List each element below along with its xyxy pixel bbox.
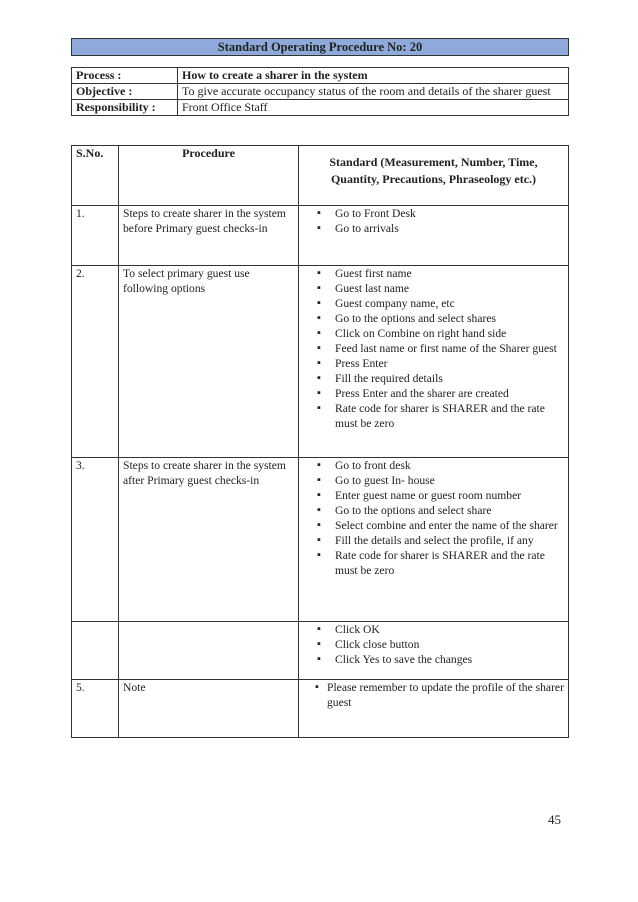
list-item: ▪ Guest first name — [303, 266, 564, 281]
list-item: ▪ Go to front desk — [303, 458, 564, 473]
sop-title-bar — [71, 38, 569, 56]
table-row — [72, 206, 569, 266]
sop-title: Standard Operating Procedure No: 20 — [217, 40, 423, 54]
standard-list — [303, 680, 564, 710]
row-sno — [72, 622, 119, 680]
list-item: ▪ Click close button — [303, 637, 564, 652]
header-sno: S.No. — [72, 146, 119, 206]
page-number: 45 — [548, 812, 561, 827]
list-item: ▪ Select combine and enter the name of the sharer — [303, 518, 564, 533]
list-item: ▪ Press Enter and the sharer are created — [303, 386, 564, 401]
list-item: ▪ Go to guest In- house — [303, 473, 564, 488]
list-item: ▪ Please remember to update the profile of the sharer guest — [303, 680, 564, 710]
list-item: ▪ Go to arrivals — [303, 221, 564, 236]
row-procedure: Steps to create sharer in the system before Primary guest checks-in — [119, 206, 299, 266]
row-standard — [299, 458, 569, 622]
row-procedure: To select primary guest use following options — [119, 266, 299, 458]
list-item: ▪ Guest last name — [303, 281, 564, 296]
row-procedure — [119, 622, 299, 680]
list-item: ▪ Enter guest name or guest room number — [303, 488, 564, 503]
row-standard — [299, 680, 569, 738]
row-standard — [299, 266, 569, 458]
list-item: ▪ Go to Front Desk — [303, 206, 564, 221]
table-row — [72, 622, 569, 680]
row-sno: 2. — [72, 266, 119, 458]
table-header-row — [72, 146, 569, 206]
list-item: ▪ Press Enter — [303, 356, 564, 371]
header-procedure: Procedure — [119, 146, 299, 206]
info-row-objective — [72, 84, 569, 100]
info-value: Front Office Staff — [178, 100, 569, 116]
info-value: To give accurate occupancy status of the room and details of the sharer guest — [178, 84, 569, 100]
standard-list — [303, 622, 564, 667]
standard-list — [303, 458, 564, 578]
row-sno: 3. — [72, 458, 119, 622]
list-item: ▪ Go to the options and select shares — [303, 311, 564, 326]
header-standard — [299, 146, 569, 206]
row-procedure: Steps to create sharer in the system after Primary guest checks-in — [119, 458, 299, 622]
table-row — [72, 680, 569, 738]
procedure-table — [71, 145, 569, 738]
table-row — [72, 458, 569, 622]
info-key: Responsibility : — [72, 100, 178, 116]
list-item: ▪ Rate code for sharer is SHARER and the rate must be zero — [303, 401, 564, 431]
list-item: ▪ Guest company name, etc — [303, 296, 564, 311]
row-sno: 5. — [72, 680, 119, 738]
list-item: ▪ Fill the details and select the profile, if any — [303, 533, 564, 548]
standard-list — [303, 266, 564, 431]
info-key: Objective : — [72, 84, 178, 100]
table-row — [72, 266, 569, 458]
row-sno: 1. — [72, 206, 119, 266]
header-standard-text: Standard (Measurement, Number, Time, Quantity, Precautions, Phraseology etc.) — [329, 155, 538, 186]
list-item: ▪ Feed last name or first name of the Sharer guest — [303, 341, 564, 356]
list-item: ▪ Rate code for sharer is SHARER and the rate must be zero — [303, 548, 564, 578]
row-standard — [299, 206, 569, 266]
info-row-process — [72, 68, 569, 84]
info-value: How to create a sharer in the system — [178, 68, 569, 84]
list-item: ▪ Click OK — [303, 622, 564, 637]
list-item: ▪ Fill the required details — [303, 371, 564, 386]
info-row-responsibility — [72, 100, 569, 116]
list-item: ▪ Click on Combine on right hand side — [303, 326, 564, 341]
list-item: ▪ Click Yes to save the changes — [303, 652, 564, 667]
info-key: Process : — [72, 68, 178, 84]
row-standard — [299, 622, 569, 680]
row-procedure: Note — [119, 680, 299, 738]
info-table — [71, 67, 569, 116]
standard-list — [303, 206, 564, 236]
list-item: ▪ Go to the options and select share — [303, 503, 564, 518]
